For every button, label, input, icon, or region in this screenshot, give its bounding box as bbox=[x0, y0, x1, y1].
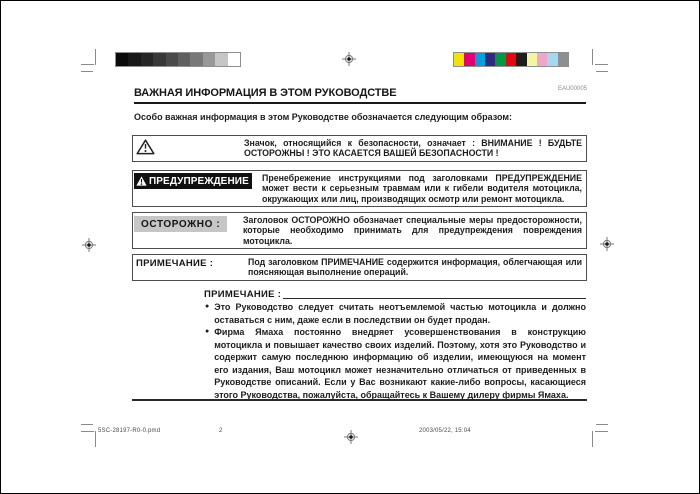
bullet-text: Фирма Ямаха постоянно внедряет усовершенствования в конструкцию мотоцикла и повышает качество своих изделий. Поэтому, хотя это Руководство и содержит самую последнюю информацию об изделии, имеющуюся на момент его издания, Ваш мотоцикл может незначительно отличаться от приведенных в Руководстве описаний. Если у Вас возникают какие-либо вопросы, касающиеся этого Руководства, пожалуйста, обращайтесь к Вашему дилеру фирмы Ямаха. bbox=[214, 327, 586, 400]
note-heading-label: ПРИМЕЧАНИЕ : bbox=[204, 289, 282, 300]
note-label: ПРИМЕЧАНИЕ : bbox=[136, 258, 214, 269]
crop-mark-bottom-left bbox=[81, 424, 93, 425]
crop-mark-top-left bbox=[95, 49, 96, 65]
crop-mark-bottom-left bbox=[95, 431, 96, 447]
intro-text: Особо важная информация в этом Руководстве обозначается следующим образом: bbox=[134, 112, 512, 122]
caution-badge: ОСТОРОЖНО : bbox=[134, 216, 227, 232]
caution-row bbox=[132, 212, 587, 249]
row-text: Пренебрежение инструкциями под заголовками ПРЕДУПРЕЖДЕНИЕ может вести к серьезным травмам или к гибели водителя мотоцикла, окружающих или лиц, производящих осмотр или ремонт мотоцикла. bbox=[262, 173, 582, 204]
warning-badge bbox=[134, 173, 252, 189]
crop-mark-bottom-right bbox=[592, 431, 593, 447]
color-calibration-bar bbox=[453, 52, 569, 67]
crop-mark-bottom-left bbox=[81, 431, 94, 432]
registration-mark-icon bbox=[344, 430, 358, 444]
registration-mark-icon bbox=[342, 52, 356, 66]
row-text: Заголовок ОСТОРОЖНО обозначает специальные меры предосторожности, которые необходимо принимать для предупреждения повреждения мотоцикла. bbox=[243, 215, 582, 246]
bullet-dot: ● bbox=[205, 328, 210, 335]
warning-row bbox=[132, 170, 587, 207]
crop-mark-top-right bbox=[592, 49, 593, 65]
footer-filename: 5SC-28197-R0-0.pmd bbox=[98, 428, 161, 434]
page-title: ВАЖНАЯ ИНФОРМАЦИЯ В ЭТОМ РУКОВОДСТВЕ bbox=[134, 87, 397, 99]
crop-mark-bottom-right bbox=[595, 431, 608, 432]
title-underline bbox=[134, 102, 586, 104]
crop-mark-top-right bbox=[596, 71, 608, 72]
note-row bbox=[132, 254, 587, 281]
warning-triangle-icon bbox=[136, 139, 155, 155]
page-bottom-rule bbox=[132, 399, 587, 401]
grayscale-calibration-bar bbox=[115, 52, 241, 67]
warning-triangle-icon bbox=[136, 176, 147, 186]
note-heading-rule bbox=[283, 298, 586, 299]
registration-mark-icon bbox=[82, 238, 96, 252]
row-text: Под заголовком ПРИМЕЧАНИЕ содержится информация, облегчающая или поясняющая выполнение операций. bbox=[248, 257, 582, 278]
doc-code: EAU00005 bbox=[557, 86, 587, 92]
note-bullet-list bbox=[205, 301, 586, 401]
crop-mark-top-left bbox=[81, 71, 93, 72]
row-text: Значок, относящийся к безопасности, означает : ВНИМАНИЕ ! БУДЬТЕ ОСТОРОЖНЫ ! ЭТО КАСАЕТСЯ ВАШЕЙ БЕЗОПАСНОСТИ ! bbox=[244, 138, 582, 159]
bullet-dot: ● bbox=[205, 303, 210, 310]
registration-mark-icon bbox=[600, 237, 614, 251]
safety-symbol-row bbox=[132, 135, 587, 162]
crop-mark-top-left bbox=[81, 64, 94, 65]
footer-page-number: 2 bbox=[219, 428, 223, 434]
warning-badge-label: ПРЕДУПРЕЖДЕНИЕ bbox=[149, 175, 249, 187]
crop-mark-bottom-right bbox=[596, 424, 608, 425]
footer-timestamp: 2003/05/22, 15:04 bbox=[419, 428, 471, 434]
list-item bbox=[205, 301, 586, 326]
crop-mark-top-right bbox=[595, 64, 608, 65]
bullet-text: Это Руководство следует считать неотъемлемой частью мотоцикла и должно оставаться с ним, даже если в последствии он будет продан. bbox=[214, 302, 586, 325]
list-item bbox=[205, 326, 586, 401]
note-heading bbox=[204, 289, 586, 300]
